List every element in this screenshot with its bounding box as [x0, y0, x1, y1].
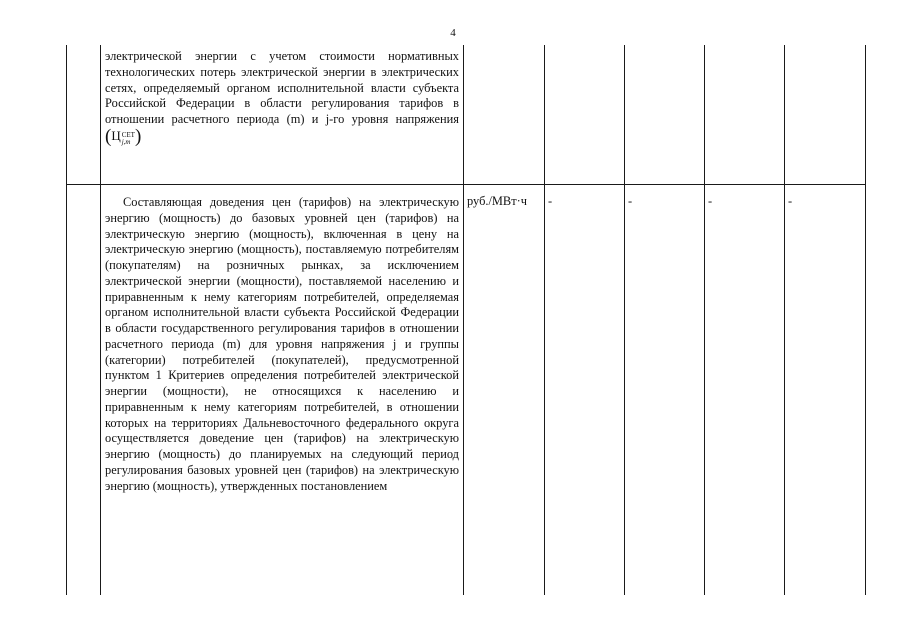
symbol-open-paren: (: [105, 125, 112, 147]
row-description: [101, 45, 463, 148]
row-number-cell: [67, 185, 101, 596]
value-text: -: [708, 194, 713, 208]
value-text: -: [548, 194, 553, 208]
symbol-close-paren: ): [134, 125, 142, 147]
value-cell-3: [705, 185, 785, 596]
description-text: электрической энергии с учетом стоимости нормативных технологических потерь электрической энергии в электрических сетях, определяемый органом исполнительной власти субъекта Российской Федерации в области регулирования тарифов в отношении расчетного периода (m) и j-го уровня напряжения: [105, 49, 459, 126]
description-cell: [101, 185, 464, 596]
tariff-symbol: [105, 125, 142, 147]
symbol-main: Ц: [111, 127, 121, 143]
table-row: [67, 45, 866, 185]
symbol-superscript: СЕТ: [121, 130, 135, 139]
value-cell-3: [705, 45, 785, 185]
unit-text: руб./МВт·ч: [467, 194, 527, 208]
table-row: [67, 185, 866, 596]
value-cell-2: [625, 45, 705, 185]
row-description: Составляющая доведения цен (тарифов) на электрическую энергию (мощность) до базовых уровней цен (тарифов) на электрическую энергию (мощность), включенная в цену на электрическую энергию (мощность), поставляемую потребителям (покупателям) на розничных рынках, за исключением электрической энергии (мощности), поставляемой населению и приравненным к нему категориям потребителей, определяемая органом исполнительной власти субъекта Российской Федерации в области государственного регулирования тарифов в отношении расчетного периода (m) для уровня напряжения j и группы (категории) потребителей (покупателей), предусмотренной пунктом 1 Критериев определения потребителей электрической энергии (мощности), не относящихся к населению и приравненным к нему категориям потребителей, в отношении которых на территориях Дальневосточного федерального округа осуществляется доведение цен (тарифов) на электрическую энергию (мощность) до планируемых на следующий период регулирования базовых уровней цен (тарифов) на электрическую энергию (мощность), утвержденных постановлением: [105, 195, 459, 493]
value-text: -: [628, 194, 633, 208]
unit-cell: [464, 185, 545, 596]
value-text: [545, 45, 624, 54]
tariff-table: [66, 45, 866, 595]
value-cell-1: [545, 185, 625, 596]
page-number: 4: [450, 27, 456, 39]
value-cell-2: [625, 185, 705, 596]
value-text: [705, 45, 784, 54]
value-cell-4: [785, 185, 866, 596]
unit-text: [464, 45, 544, 54]
unit-cell: [464, 45, 545, 185]
value-cell-1: [545, 45, 625, 185]
value-text: -: [788, 194, 793, 208]
value-text: [625, 45, 704, 54]
description-cell: [101, 45, 464, 185]
value-cell-4: [785, 45, 866, 185]
row-number-cell: [67, 45, 101, 185]
symbol-subscript: j,m: [121, 137, 131, 146]
value-text: [785, 45, 865, 54]
